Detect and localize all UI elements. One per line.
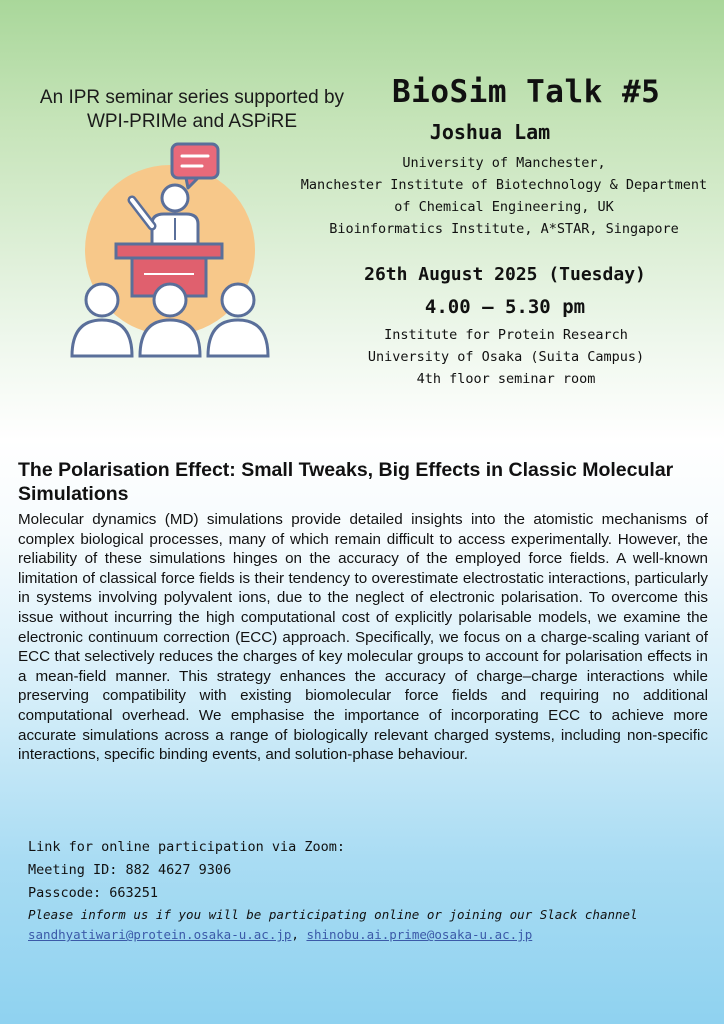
talk-title: BioSim Talk #5 xyxy=(392,74,661,110)
affiliation-line: Bioinformatics Institute, A*STAR, Singapore xyxy=(329,221,679,237)
speaker-name: Joshua Lam xyxy=(429,120,551,144)
passcode: Passcode: 663251 xyxy=(28,885,159,901)
meeting-id: Meeting ID: 882 4627 9306 xyxy=(28,862,232,878)
talk-time: 4.00 – 5.30 pm xyxy=(424,296,586,318)
venue-line: Institute for Protein Research xyxy=(384,327,628,343)
venue-line: University of Osaka (Suita Campus) xyxy=(367,349,645,365)
speaker-at-podium-icon xyxy=(60,140,280,365)
abstract-body: Molecular dynamics (MD) simulations provide detailed insights into the atomistic mechanisms of complex biological processes, many of which remain difficult to access experimentally. However, the reliability of these simulations hinges on the accuracy of the employed force fields. A well-known limitation of classical force fields is their tendency to overestimate electrostatic interactions, particularly in systems involving polyvalent ions, due to the neglect of electronic polarisation. To overcome this issue without incurring the high computational cost of explicitly polarisable models, we examine the electronic continuum correction (ECC) approach. Specifically, we focus on a charge-scaling variant of ECC that selectively reduces the charges of key molecular groups to account for polarisation effects in a mean-field manner. This strategy enhances the accuracy of charge–charge interactions while preserving compatibility with existing biomolecular force fields and requiring no additional computational overhead. We emphasise the importance of incorporating ECC to achieve more accurate simulations across a range of biologically relevant charged systems, including non-specific interactions, specific binding events, and solution-phase behaviour. xyxy=(18,511,708,764)
email-link-1[interactable]: sandhyatiwari@protein.osaka-u.ac.jp xyxy=(28,927,292,942)
email-link-2[interactable]: shinobu.ai.prime@osaka-u.ac.jp xyxy=(306,927,533,942)
venue-line: 4th floor seminar room xyxy=(416,371,596,387)
abstract-title: The Polarisation Effect: Small Tweaks, Big Effects in Classic Molecular Simulations xyxy=(18,459,674,505)
contact-emails xyxy=(28,925,708,945)
zoom-heading: Link for online participation via Zoom: xyxy=(28,839,345,855)
talk-date: 26th August 2025 (Tuesday) xyxy=(364,264,646,285)
series-line-1: An IPR seminar series supported by xyxy=(39,87,345,108)
email-separator: , xyxy=(291,927,299,942)
affiliation-line: of Chemical Engineering, UK xyxy=(394,199,614,215)
zoom-info xyxy=(28,836,708,945)
audience xyxy=(72,284,268,356)
seminar-series-text xyxy=(14,86,370,134)
affiliation-line: University of Manchester, xyxy=(402,155,606,171)
talk-venue xyxy=(336,324,676,390)
participation-note: Please inform us if you will be participating online or joining our Slack channel xyxy=(28,907,638,922)
speaker-affiliations xyxy=(286,152,722,240)
affiliation-line: Manchester Institute of Biotechnology & Department xyxy=(300,177,708,193)
series-line-2: WPI-PRIMe and ASPiRE xyxy=(86,111,298,132)
